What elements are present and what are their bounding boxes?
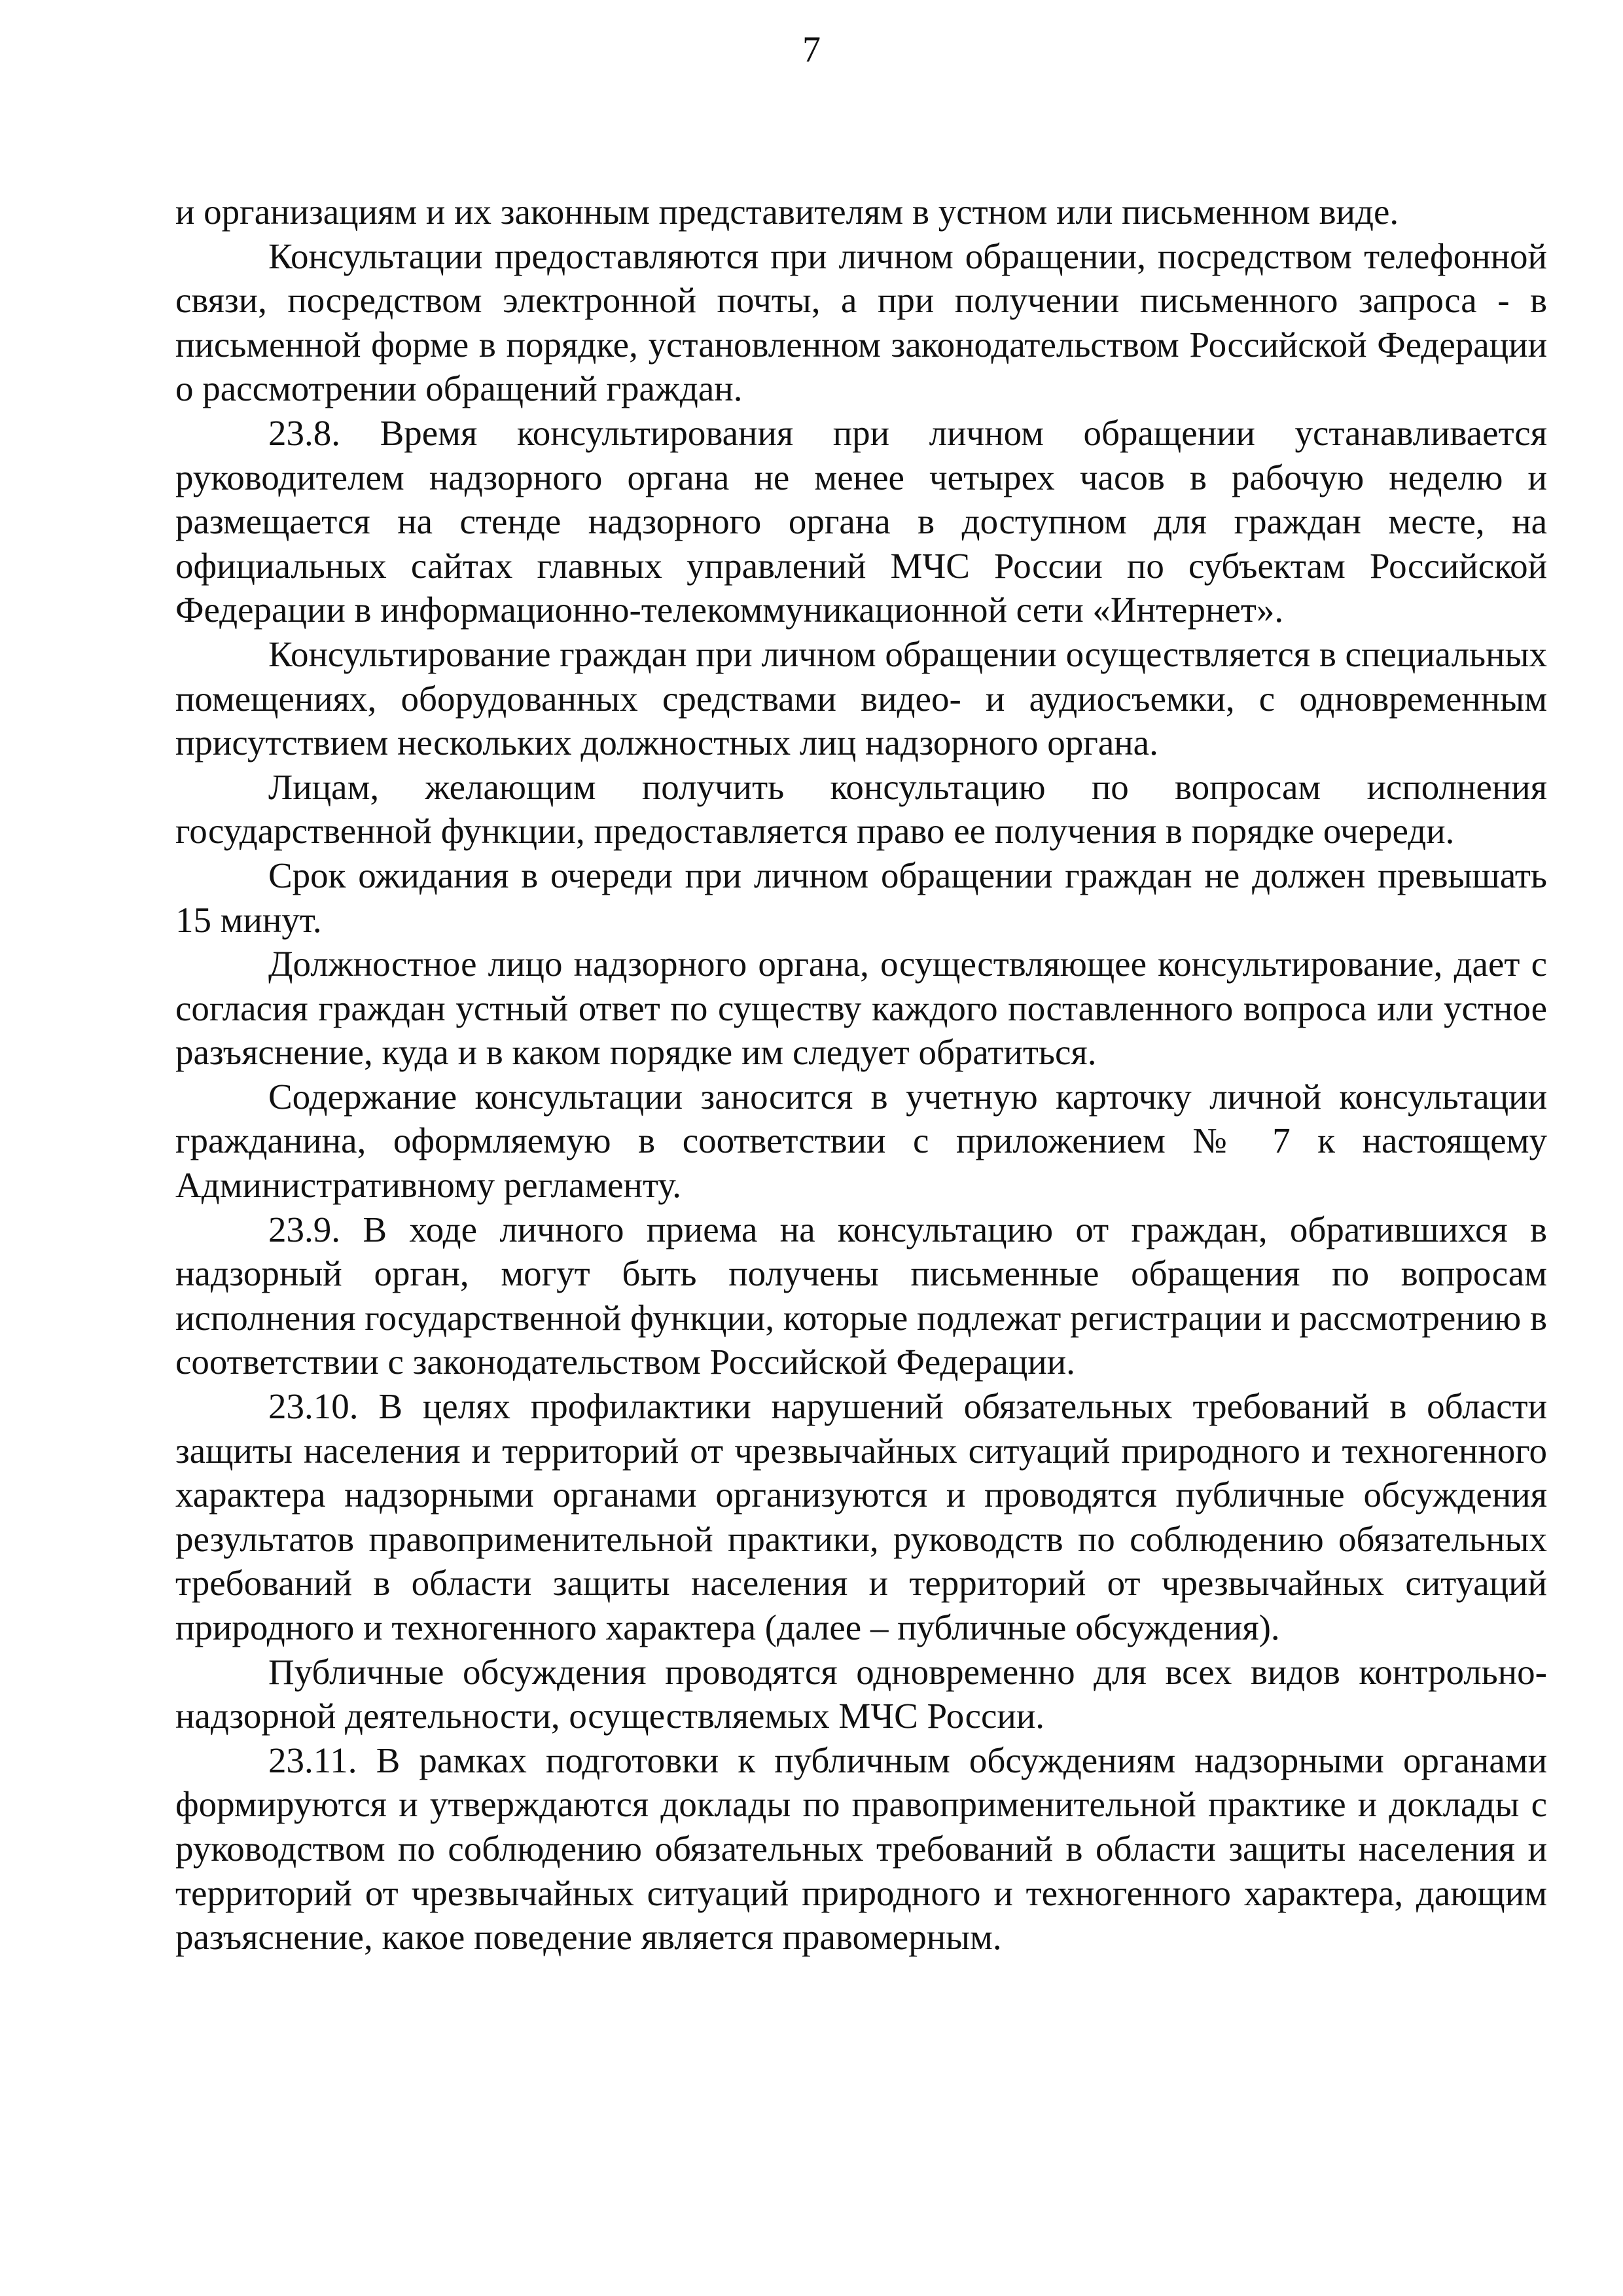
document-body [175,190,1547,1960]
paragraph-queue-right: Лицам, желающим получить консультацию по вопросам исполнения государственной функции, предоставляется право ее получения в порядке очереди. [175,766,1547,852]
paragraph-oral-answer: Должностное лицо надзорного органа, осуществляющее консультирование, дает с согласия граждан устный ответ по существу каждого поставленного вопроса или устное разъяснение, куда и в каком порядке им следует обратиться. [175,944,1547,1073]
page-number: 7 [802,29,821,70]
paragraph-consulting-rooms: Консультирование граждан при личном обращении осуществляется в специальных помещениях, оборудованных средствами видео- и аудиосъемки, с одновременным присутствием нескольких должностных лиц надзорного органа. [175,634,1547,763]
paragraph-23-9: 23.9. В ходе личного приема на консультацию от граждан, обратившихся в надзорный орган, могут быть получены письменные обращения по вопросам исполнения государственной функции, которые подлежат регистрации и рассмотрению в соответствии с законодательством Российской Федерации. [175,1209,1547,1382]
paragraph-23-8: 23.8. Время консультирования при личном обращении устанавливается руководителем надзорного органа не менее четырех часов в рабочую неделю и размещается на стенде надзорного органа в доступном для граждан месте, на официальных сайтах главных управлений МЧС России по субъектам Российской Федерации в информационно-телекоммуникационной сети «Интернет». [175,412,1547,630]
paragraph-waiting-time: Срок ожидания в очереди при личном обращении граждан не должен превышать 15 минут. [175,855,1547,940]
paragraph-23-10: 23.10. В целях профилактики нарушений обязательных требований в области защиты населения и территорий от чрезвычайных ситуаций природного и техногенного характера надзорными органами организуются и проводятся публичные обсуждения результатов правоприменительной практики, руководств по соблюдению обязательных требований в области защиты населения и территорий от чрезвычайных ситуаций природного и техногенного характера (далее – публичные обсуждения). [175,1386,1547,1647]
paragraph-23-11: 23.11. В рамках подготовки к публичным обсуждениям надзорными органами формируются и утверждаются доклады по правоприменительной практике и доклады с руководством по соблюдению обязательных требований в области защиты населения и территорий от чрезвычайных ситуаций природного и техногенного характера, дающим разъяснение, какое поведение является правомерным. [175,1740,1547,1958]
paragraph-continuation: и организациям и их законным представителям в устном или письменном виде. [175,192,1399,232]
paragraph-public-discussions: Публичные обсуждения проводятся одновременно для всех видов контрольно-надзорной деятельности, осуществляемых МЧС России. [175,1651,1547,1736]
paragraph-consultations: Консультации предоставляются при личном обращении, посредством телефонной связи, посредством электронной почты, а при получении письменного запроса - в письменной форме в порядке, установленном законодательством Российской Федерации о рассмотрении обращений граждан. [175,236,1547,409]
paragraph-consultation-card: Содержание консультации заносится в учетную карточку личной консультации гражданина, оформляемую в соответствии с приложением № 7 к настоящему Административному регламенту. [175,1076,1547,1206]
